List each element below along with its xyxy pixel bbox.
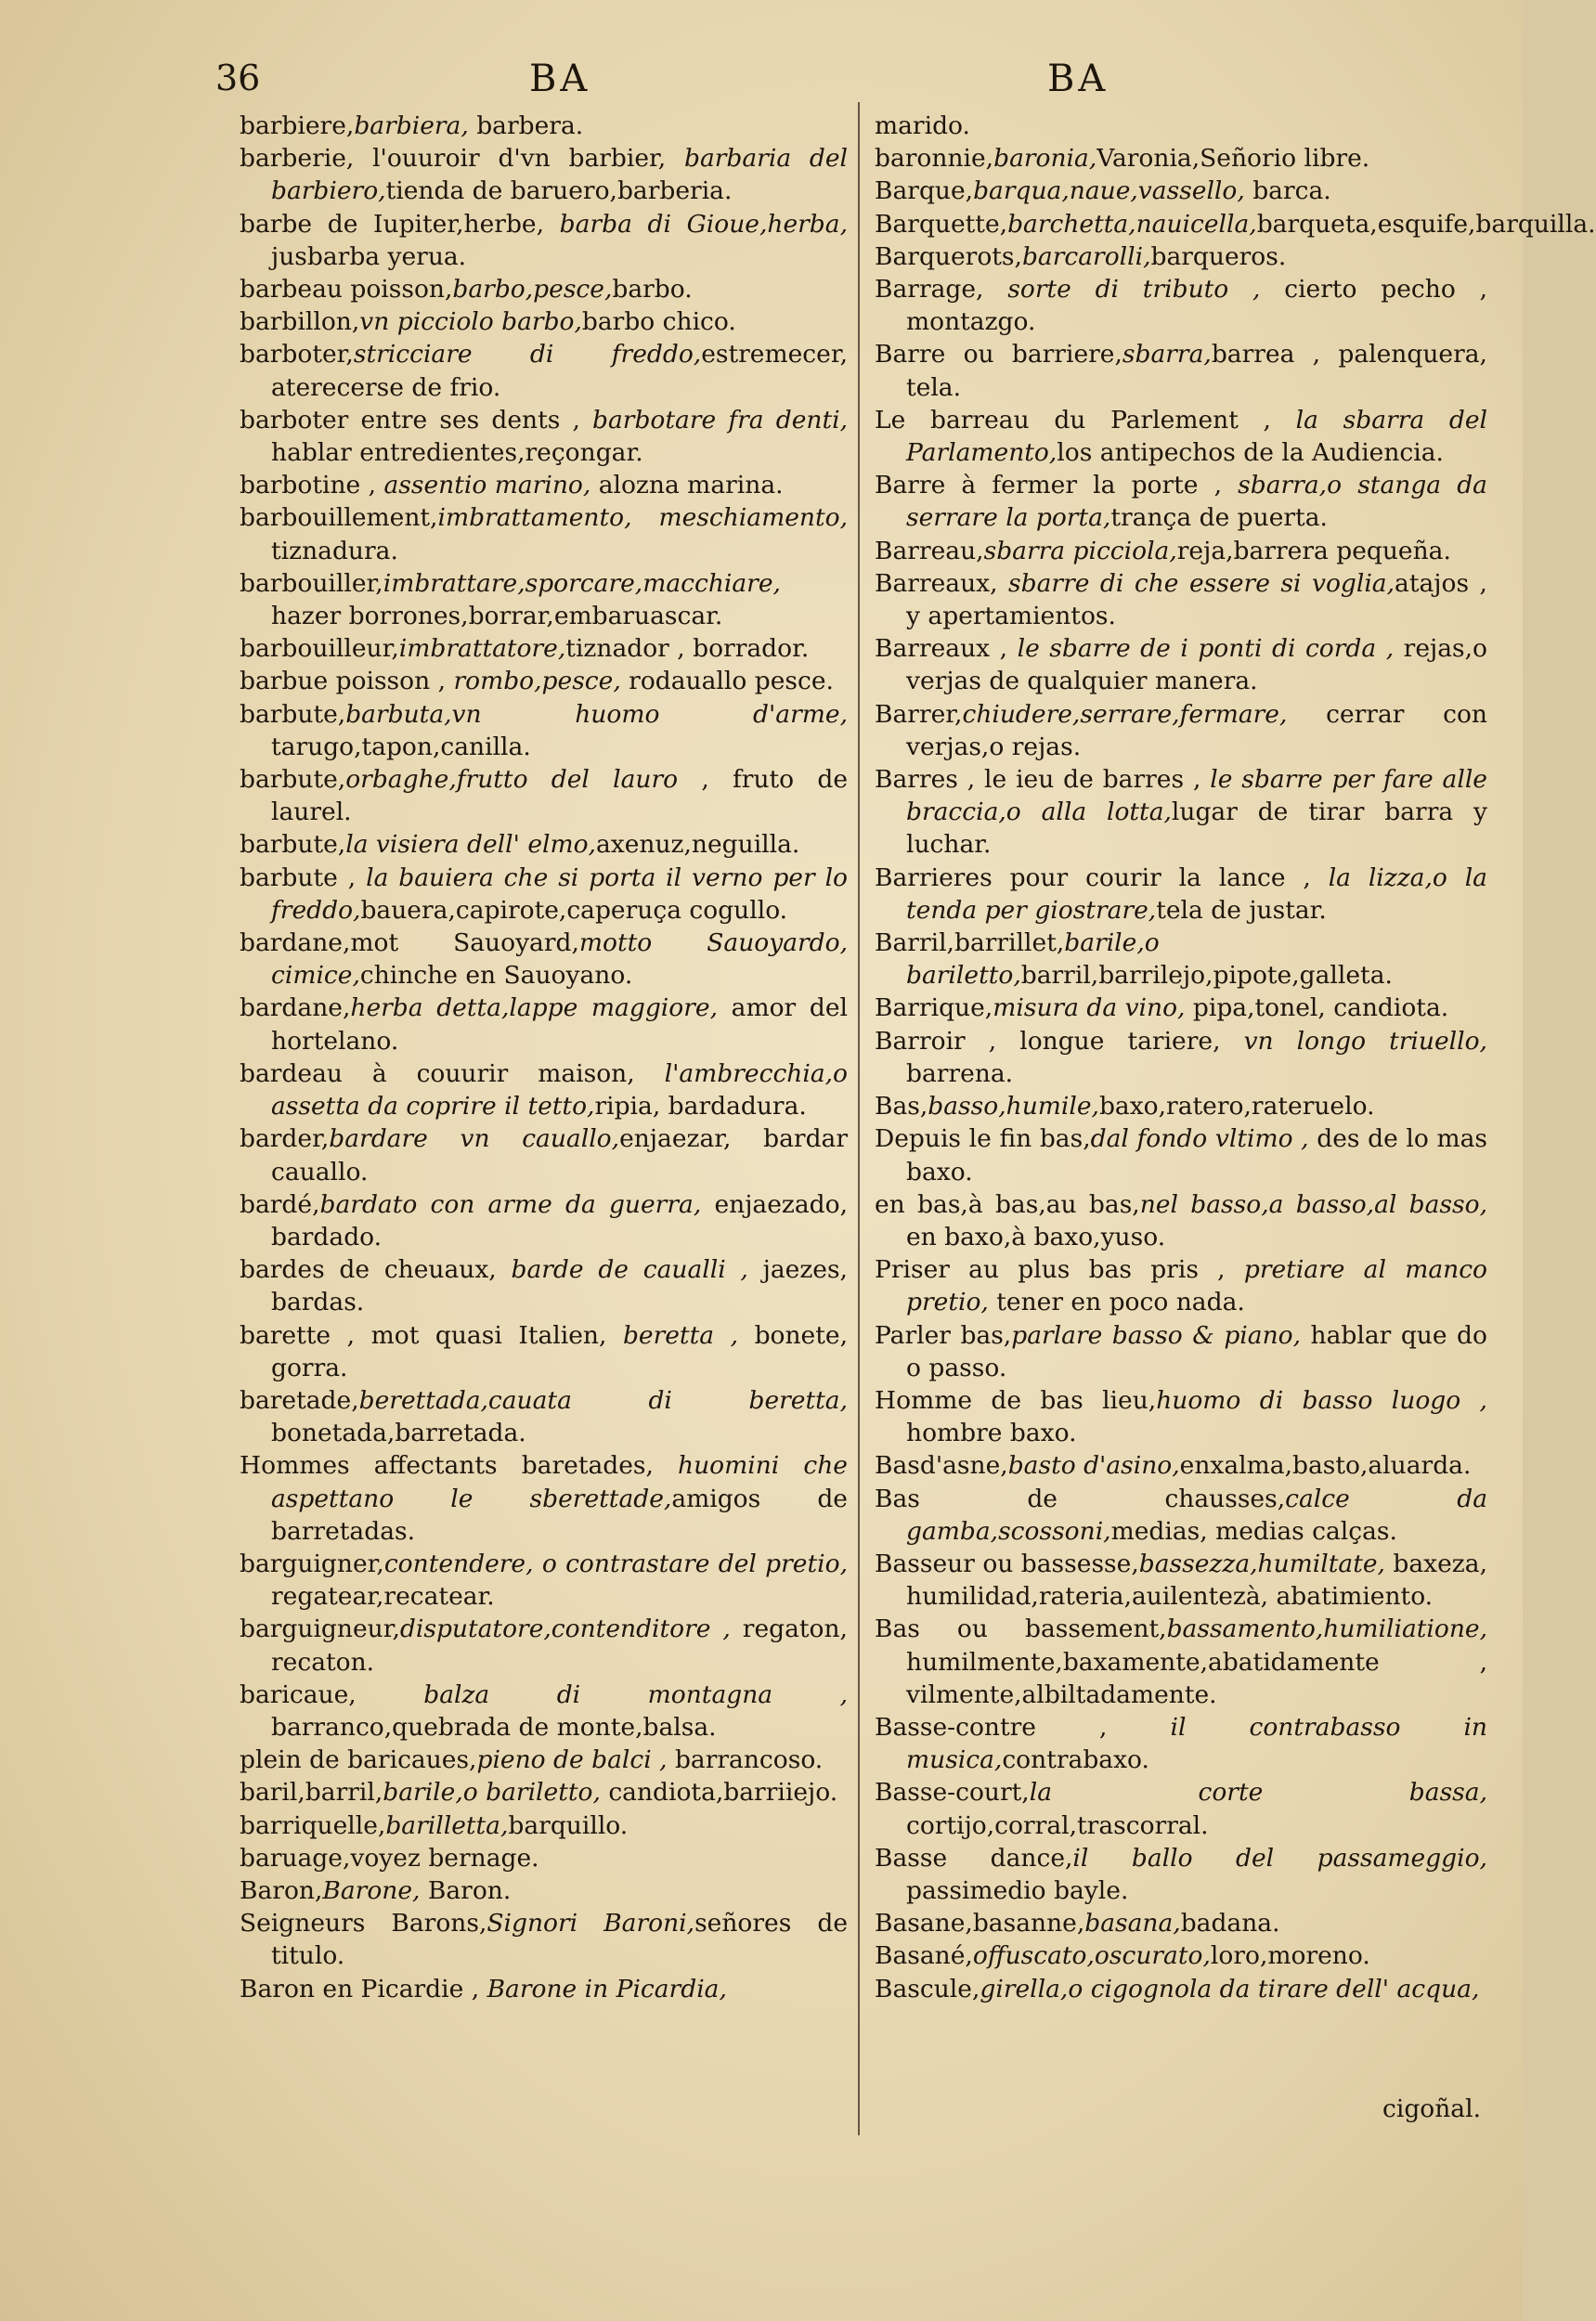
entry-italian: berettada,cauata di beretta, [358, 1385, 848, 1415]
dictionary-entry [875, 927, 1487, 992]
entry-headword: marido. [875, 111, 970, 140]
entry-spanish: hombre baxo. [906, 1419, 1077, 1448]
entry-spanish: baxeza, humilidad,rateria,auilentezà, abatimiento. [906, 1549, 1487, 1612]
entry-spanish: bonetada,barretada. [271, 1419, 526, 1448]
dictionary-entry [240, 338, 848, 403]
entry-headword: bardé, [240, 1189, 320, 1219]
entry-headword: baricaue, [240, 1679, 357, 1709]
entry-italian: barilletta, [385, 1810, 509, 1840]
page-number: 36 [215, 58, 261, 98]
entry-headword: Barquette, [875, 209, 1008, 239]
dictionary-entry [240, 1809, 848, 1842]
dictionary-entry [875, 469, 1487, 534]
entry-headword: Barreaux, [875, 568, 998, 598]
entry-italian: rombo,pesce, [446, 667, 621, 696]
entry-spanish: contrabaxo. [1002, 1745, 1149, 1775]
entry-spanish: barrea , palenquera, tela. [906, 340, 1487, 402]
entry-headword: barbute, [240, 830, 346, 860]
entry-headword: Basse-court, [875, 1778, 1030, 1808]
dictionary-entry [240, 1449, 848, 1548]
dictionary-entry [875, 1188, 1487, 1253]
entry-italian: la lizza,o la tenda per giostrare, [906, 862, 1487, 925]
entry-italian: nel basso,a basso,al basso, [1139, 1189, 1488, 1219]
entry-spanish: regatear,recatear. [271, 1582, 495, 1612]
entry-italian: il ballo del passameggio, [1072, 1843, 1487, 1873]
entry-italian: l'ambrecchia,o assetta da coprire il tetto, [271, 1058, 849, 1122]
entry-italian: barbiera, [354, 111, 469, 140]
entry-headword: Barrique, [875, 993, 993, 1023]
entry-spanish: badana. [1180, 1909, 1280, 1938]
dictionary-entry [875, 240, 1487, 273]
dictionary-entry [240, 992, 848, 1057]
entry-italian: balza di montagna , [356, 1679, 848, 1709]
entry-italian: imbrattare,sporcare,macchiare, [383, 568, 781, 598]
entry-italian: la visiera dell' elmo, [345, 830, 596, 860]
entry-spanish: tiznador , borrador. [565, 634, 810, 664]
entry-italian: barba di Gioue,herba, [544, 209, 848, 239]
column-divider [858, 102, 860, 2135]
entry-headword: Barrer, [875, 699, 963, 729]
entry-headword: barboter entre ses dents , [240, 405, 580, 434]
entry-headword: barbute, [240, 699, 346, 729]
entry-spanish: reja,barrera pequeña. [1176, 536, 1451, 565]
entry-italian: orbaghe,frutto del lauro [345, 765, 679, 795]
entry-spanish: enxalma,basto,aluarda. [1179, 1451, 1472, 1481]
entry-italian: herba detta,lappe maggiore, [350, 993, 718, 1023]
entry-headword: Barquerots, [875, 241, 1022, 271]
entry-headword: Barreaux , [875, 634, 1008, 664]
entry-spanish: pipa,tonel, candiota. [1185, 993, 1449, 1023]
entry-spanish: tarugo,tapon,canilla. [271, 732, 531, 761]
entry-headword: Barre à fermer la porte , [875, 471, 1223, 500]
entry-italian: bardato con arme da guerra, [319, 1189, 702, 1219]
dictionary-entry [240, 1842, 848, 1874]
entry-headword: Barroir , longue tariere, [875, 1026, 1221, 1056]
entry-headword: bardane, [240, 993, 351, 1023]
entry-headword: bardeau à couurir maison, [240, 1058, 635, 1088]
entry-headword: barbeau poisson, [240, 275, 453, 305]
entry-spanish: lugar de tirar barra y luchar. [906, 797, 1487, 860]
entry-italian: la corte bassa, [1029, 1778, 1487, 1808]
entry-spanish: barbo. [612, 275, 693, 305]
entry-spanish: trança de puerta. [1110, 503, 1328, 533]
entry-spanish: , fruto de laurel. [271, 765, 848, 827]
dictionary-entry [875, 698, 1487, 763]
entry-italian: pieno de balci , [476, 1745, 668, 1775]
dictionary-entry [875, 1842, 1487, 1907]
dictionary-entry [240, 665, 848, 697]
dictionary-entry [240, 1548, 848, 1613]
entry-italian: calce da gamba,scossoni, [906, 1484, 1488, 1546]
dictionary-entry [875, 175, 1487, 207]
dictionary-entry [240, 763, 848, 828]
dictionary-entry [875, 763, 1487, 862]
entry-headword: barbiere, [240, 111, 355, 140]
entry-headword: Barque, [875, 176, 974, 206]
entry-spanish: barrancoso. [667, 1745, 824, 1775]
entry-spanish: candiota,barriiejo. [600, 1778, 838, 1808]
dictionary-entry [240, 1973, 848, 2005]
entry-italian: beretta , [606, 1320, 739, 1350]
entry-spanish: enjaezado, bardado. [271, 1189, 848, 1251]
entry-italian: il contrabasso in musica, [906, 1712, 1487, 1775]
entry-spanish: los antipechos de la Audiencia. [1057, 438, 1444, 468]
entry-spanish: medias, medias calças. [1110, 1516, 1397, 1546]
entry-italian: imbrattamento, meschiamento, [437, 503, 848, 533]
dictionary-entry [240, 1253, 848, 1318]
entry-spanish: Varonia,Señorio libre. [1096, 144, 1370, 174]
entry-italian: huomini che aspettano le sberettade, [271, 1451, 848, 1513]
dictionary-entry [875, 567, 1487, 632]
entry-headword: Bas, [875, 1092, 928, 1122]
entry-italian: sbarra, [1122, 340, 1212, 370]
dictionary-entry [240, 1874, 848, 1907]
entry-italian: Signori Baroni, [487, 1909, 695, 1938]
entry-spanish: loro,moreno. [1210, 1941, 1370, 1971]
entry-spanish: hablar entredientes,reçongar. [271, 438, 643, 468]
dictionary-entry [875, 1025, 1487, 1090]
dictionary-entry [875, 1384, 1487, 1449]
entry-italian: sbarra picciola, [983, 536, 1177, 565]
entry-italian: barbotare fra denti, [579, 405, 848, 434]
entry-headword: barbouillement, [240, 503, 438, 533]
entry-italian: offuscato,oscurato, [972, 1941, 1211, 1971]
entry-spanish: rodauallo pesce. [620, 667, 834, 696]
entry-headword: barguigneur, [240, 1614, 400, 1644]
entry-italian: assentio marino, [376, 471, 591, 500]
right-column [875, 110, 1596, 2005]
entry-italian: vn picciolo barbo, [359, 307, 582, 337]
entry-headword: Parler bas, [875, 1320, 1012, 1350]
entry-italian: barbo,pesce, [452, 275, 613, 305]
entry-headword: barbue poisson , [240, 667, 447, 696]
entry-italian: misura da vino, [993, 993, 1186, 1023]
entry-spanish: estremecer, aterecerse de frio. [271, 340, 848, 402]
entry-spanish: tiznadura. [271, 536, 398, 565]
dictionary-entry [875, 1907, 1487, 1939]
dictionary-entry [240, 110, 848, 142]
dictionary-entry [875, 1090, 1487, 1122]
entry-headword: bardane,mot Sauoyard, [240, 928, 579, 958]
dictionary-entry [240, 1907, 848, 1972]
entry-spanish: barranco,quebrada de monte,balsa. [271, 1712, 717, 1742]
running-head-left: BA [529, 58, 591, 100]
entry-headword: Basane,basanne, [875, 1909, 1085, 1938]
entry-italian: barbuta,vn huomo d'arme, [345, 699, 848, 729]
entry-headword: barriquelle, [240, 1810, 386, 1840]
dictionary-entry [240, 273, 848, 305]
dictionary-entry [240, 632, 848, 665]
entry-headword: barboter, [240, 340, 354, 370]
entry-italian: parlare basso & piano, [1011, 1320, 1302, 1350]
entry-headword: Le barreau du Parlement , [875, 405, 1271, 434]
entry-headword: Barrage, [875, 275, 984, 305]
entry-spanish: jusbarba yerua. [271, 241, 467, 271]
entry-spanish: barca. [1244, 176, 1331, 206]
entry-headword: barette , mot quasi Italien, [240, 1320, 607, 1350]
dictionary-entry [875, 142, 1487, 175]
entry-spanish: barril,barrilejo,pipote,galleta. [1020, 961, 1393, 991]
entry-spanish: alozna marina. [590, 471, 784, 500]
entry-italian: contendere, o contrastare del pretio, [383, 1549, 848, 1578]
entry-spanish: barrena. [906, 1058, 1014, 1088]
entry-headword: Basd'asne, [875, 1451, 1008, 1481]
entry-italian: sbarra,o stanga da serrare la porta, [906, 471, 1487, 533]
dictionary-entry [240, 1744, 848, 1776]
entry-headword: Bas ou bassement, [875, 1614, 1167, 1644]
entry-italian: bardare vn cauallo, [329, 1124, 620, 1154]
entry-italian: basto d'asino, [1007, 1451, 1180, 1481]
entry-headword: baril,barril, [240, 1778, 383, 1808]
entry-italian: la sbarra del Parlamento, [906, 405, 1487, 468]
dictionary-entry [875, 1973, 1487, 2005]
entry-spanish: chinche en Sauoyano. [359, 961, 633, 991]
entry-spanish: tela de justar. [1156, 895, 1327, 925]
entry-headword: Baron, [240, 1875, 323, 1905]
dictionary-entry [875, 862, 1487, 927]
dictionary-entry [240, 1057, 848, 1122]
dictionary-entry [240, 927, 848, 992]
entry-italian: barcarolli, [1021, 241, 1151, 271]
entry-spanish: humilmente,baxamente,abatidamente , vilmente,albiltadamente. [906, 1647, 1487, 1709]
entry-italian: imbrattatore, [398, 634, 566, 664]
dictionary-entry [875, 1613, 1487, 1711]
entry-headword: barbouiller, [240, 568, 383, 598]
entry-spanish: des de lo mas baxo. [906, 1124, 1487, 1186]
entry-headword: Barreau, [875, 536, 984, 565]
entry-headword: barbe de Iupiter,herbe, [240, 209, 545, 239]
dictionary-entry [875, 338, 1487, 403]
entry-italian: barchetta,nauicella, [1007, 209, 1257, 239]
entry-italian: barqua,naue,vassello, [973, 176, 1245, 206]
entry-italian: sorte di tributo , [983, 275, 1261, 305]
entry-italian: barde de caualli , [496, 1255, 748, 1285]
entry-spanish: cierto pecho , montazgo. [906, 275, 1487, 337]
entry-headword: Barres , le ieu de barres , [875, 765, 1201, 795]
entry-italian: le sbarre per fare alle braccia,o alla lotta, [906, 765, 1487, 827]
entry-spanish: hazer borrones,borrar,embaruascar. [271, 602, 723, 631]
dictionary-entry [240, 501, 848, 566]
entry-italian: dal fondo vltimo , [1090, 1124, 1309, 1154]
entry-spanish: amigos de barretadas. [271, 1484, 848, 1546]
entry-spanish: tener en poco nada. [988, 1288, 1245, 1317]
entry-italian: vn longo triuello, [1220, 1026, 1487, 1056]
entry-italian: pretiare al manco pretio, [906, 1255, 1487, 1317]
dictionary-entry [875, 208, 1596, 240]
dictionary-entry [240, 305, 848, 338]
entry-headword: barbotine , [240, 471, 377, 500]
entry-italian: girella,o cigognola da tirare dell' acqua, [980, 1974, 1480, 2003]
entry-headword: Priser au plus bas pris , [875, 1255, 1226, 1285]
entry-spanish: ripia, bardadura. [594, 1092, 807, 1122]
dictionary-entry [875, 992, 1487, 1024]
dictionary-entry [240, 404, 848, 469]
entry-spanish: jaezes, bardas. [271, 1255, 848, 1317]
entry-italian: bassamento,humiliatione, [1166, 1614, 1487, 1644]
entry-spanish: bonete, gorra. [271, 1320, 848, 1382]
entry-italian: la bauiera che si porta il verno per lo freddo, [271, 862, 849, 925]
entry-headword: Barre ou barriere, [875, 340, 1122, 370]
dictionary-entry [240, 1188, 848, 1253]
entry-headword: baronnie, [875, 144, 994, 174]
entry-spanish: en baxo,à baxo,yuso. [906, 1222, 1166, 1251]
entry-spanish: señores de titulo. [271, 1909, 849, 1971]
dictionary-entry [240, 469, 848, 501]
entry-italian: disputatore,contenditore , [399, 1614, 731, 1644]
entry-italian: stricciare di freddo, [353, 340, 702, 370]
dictionary-entry [240, 1384, 848, 1449]
entry-spanish: cortijo,corral,trascorral. [906, 1810, 1209, 1840]
dictionary-entry [875, 1319, 1487, 1384]
entry-headword: Bascule, [875, 1974, 980, 2003]
dictionary-entry [240, 142, 848, 207]
entry-spanish: barbera. [468, 111, 584, 140]
entry-headword: barguigner, [240, 1549, 384, 1578]
entry-italian: barile,o bariletto, [906, 928, 1160, 991]
entry-italian: chiudere,serrare,fermare, [962, 699, 1288, 729]
entry-spanish: enjaezar, bardar cauallo. [271, 1124, 848, 1186]
dictionary-entry [240, 1319, 848, 1384]
left-column [240, 110, 848, 2005]
entry-italian: barbaria del barbiero, [271, 144, 849, 206]
entry-headword: Basané, [875, 1941, 973, 1971]
entry-italian: Barone, [322, 1875, 421, 1905]
entry-italian: sbarre di che essere si voglia, [997, 568, 1395, 598]
entry-spanish: passimedio bayle. [906, 1875, 1129, 1905]
dictionary-entry [875, 1711, 1487, 1776]
entry-headword: Basseur ou bassesse, [875, 1549, 1139, 1578]
entry-spanish: amor del hortelano. [271, 993, 848, 1056]
dictionary-entry [875, 1776, 1487, 1841]
dictionary-entry [240, 1679, 848, 1744]
entry-spanish: axenuz,neguilla. [595, 830, 800, 860]
entry-headword: barbute, [240, 765, 346, 795]
entry-spanish: hablar que do o passo. [906, 1320, 1487, 1382]
dictionary-entry [240, 1776, 848, 1809]
dictionary-entry [875, 404, 1487, 469]
entry-italian: basana, [1084, 1909, 1181, 1938]
entry-headword: barberie, l'ouuroir d'vn barbier, [240, 144, 667, 174]
entry-headword: en bas,à bas,au bas, [875, 1189, 1140, 1219]
entry-headword: baretade, [240, 1385, 359, 1415]
entry-headword: bardes de cheuaux, [240, 1255, 497, 1285]
dictionary-entry [875, 1122, 1487, 1187]
entry-italian: barile,o bariletto, [383, 1778, 601, 1808]
dictionary-entry [875, 110, 1487, 142]
dictionary-entry [875, 535, 1487, 567]
catchword: cigoñal. [1382, 2094, 1481, 2123]
entry-spanish: bauera,capirote,caperuça cogullo. [360, 895, 788, 925]
entry-headword: Basse dance, [875, 1843, 1073, 1873]
dictionary-entry [875, 632, 1487, 697]
entry-headword: Baron en Picardie , [240, 1974, 480, 2003]
entry-spanish: tienda de baruero,barberia. [385, 176, 733, 206]
dictionary-entry [240, 862, 848, 927]
entry-italian: huomo di basso luogo , [1156, 1385, 1487, 1415]
entry-headword: Basse-contre , [875, 1712, 1108, 1742]
entry-italian: le sbarre de i ponti di corda , [1007, 634, 1395, 664]
dictionary-entry [240, 1122, 848, 1187]
entry-spanish: baxo,ratero,rateruelo. [1098, 1092, 1375, 1122]
entry-spanish: Baron. [420, 1875, 512, 1905]
entry-spanish: barquillo. [508, 1810, 629, 1840]
dictionary-entry [240, 208, 848, 273]
entry-headword: Hommes affectants baretades, [240, 1451, 654, 1481]
entry-italian: Barone in Picardia, [479, 1974, 727, 2003]
entry-spanish: cerrar con verjas,o rejas. [906, 699, 1487, 761]
dictionary-entry [240, 567, 848, 632]
entry-headword: Bas de chausses, [875, 1484, 1286, 1513]
entry-italian: basso,humile, [928, 1092, 1099, 1122]
dictionary-entry [875, 1548, 1487, 1613]
entry-spanish: regaton, recaton. [271, 1614, 848, 1677]
entry-spanish: atajos , y apertamientos. [906, 568, 1487, 631]
entry-headword: Barril,barrillet, [875, 928, 1065, 958]
entry-headword: barbute , [240, 862, 357, 892]
entry-spanish: barbo chico. [581, 307, 736, 337]
entry-headword: baruage,voyez bernage. [240, 1843, 539, 1873]
entry-italian: baronia, [993, 144, 1097, 174]
entry-headword: Seigneurs Barons, [240, 1909, 487, 1938]
entry-headword: Depuis le fin bas, [875, 1124, 1091, 1154]
dictionary-entry [875, 1939, 1487, 1972]
dictionary-entry [240, 828, 848, 861]
dictionary-entry [875, 273, 1487, 338]
running-head-right: BA [1047, 58, 1109, 100]
dictionary-entry [240, 1613, 848, 1678]
entry-italian: bassezza,humiltate, [1138, 1549, 1385, 1578]
entry-headword: Homme de bas lieu, [875, 1385, 1157, 1415]
entry-spanish: barqueta,esquife,barquilla. [1256, 209, 1596, 239]
entry-spanish: rejas,o verjas de qualquier manera. [906, 634, 1487, 696]
entry-spanish: barqueros. [1150, 241, 1287, 271]
dictionary-entry [875, 1449, 1487, 1482]
dictionary-entry [875, 1253, 1487, 1318]
entry-headword: plein de baricaues, [240, 1745, 477, 1775]
entry-headword: barder, [240, 1124, 330, 1154]
entry-italian: motto Sauoyardo, cimice, [271, 928, 848, 991]
entry-headword: Barrieres pour courir la lance , [875, 862, 1311, 892]
dictionary-entry [240, 698, 848, 763]
entry-headword: barbillon, [240, 307, 360, 337]
entry-headword: barbouilleur, [240, 634, 399, 664]
dictionary-entry [875, 1483, 1487, 1548]
